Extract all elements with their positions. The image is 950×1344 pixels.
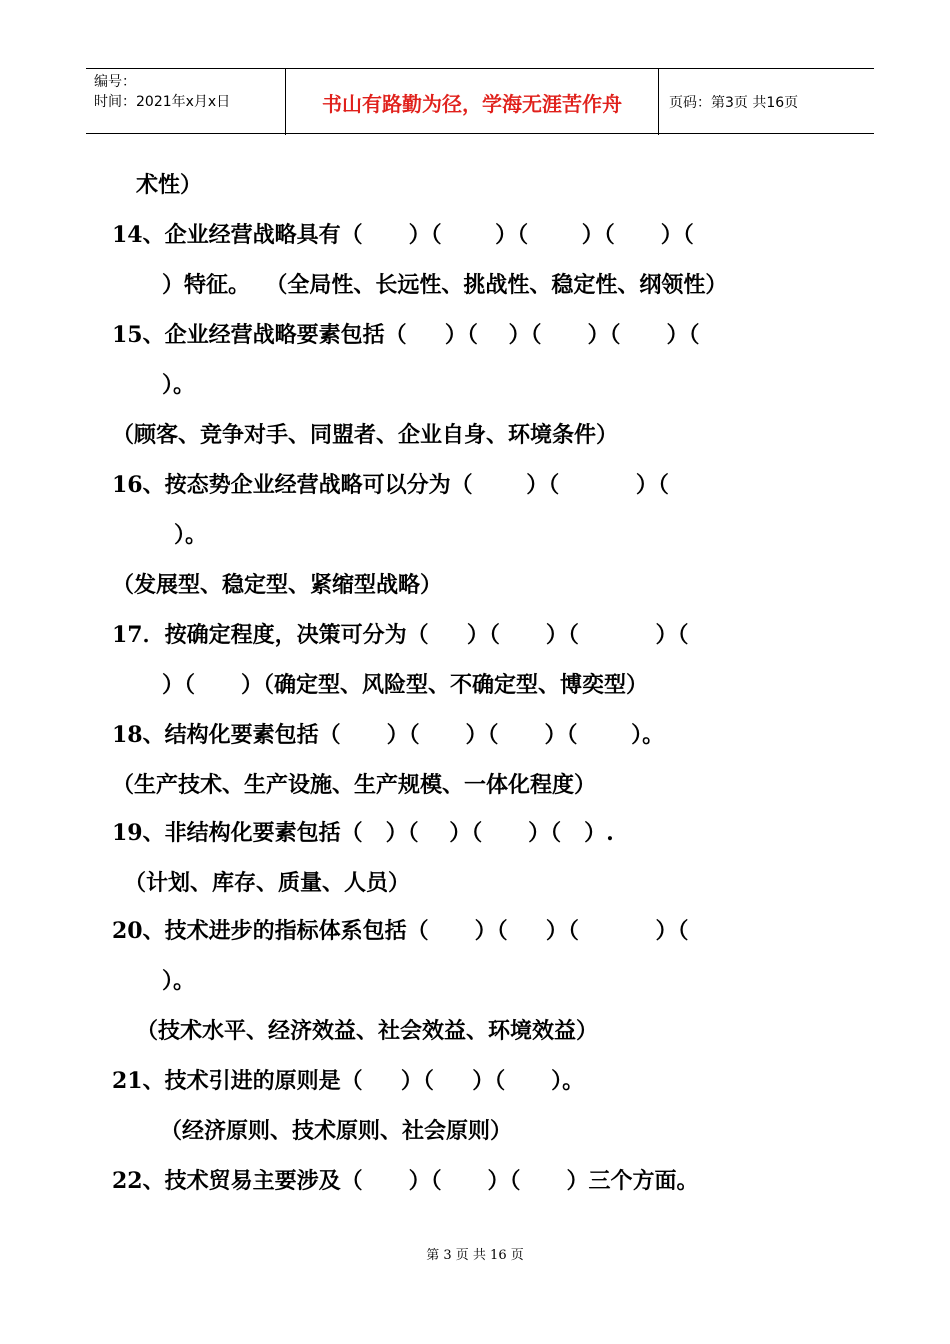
header-page-cell	[659, 69, 874, 135]
header-motto: 书山有路勤为径，学海无涯苦作舟	[322, 91, 622, 116]
header-motto-cell	[286, 69, 659, 135]
answer-line: （技术水平、经济效益、社会效益、环境效益）	[136, 1018, 599, 1044]
time-label: 时间：2021年x月x日	[94, 94, 231, 110]
header-page-label: 页码：第3页 共16页	[669, 95, 799, 111]
question-20: 20、技术进步的指标体系包括（ ）（ ）（ ）（	[112, 918, 689, 944]
number-label: 编号：	[94, 74, 136, 90]
text-line: ）（ ）（确定型、风险型、不确定型、博奕型）	[162, 672, 648, 698]
text-line: 术性）	[136, 172, 203, 198]
question-16: 16、按态势企业经营战略可以分为（ ）（ ）（	[112, 472, 669, 498]
answer-line: （发展型、稳定型、紧缩型战略）	[112, 572, 443, 598]
page-footer: 第 3 页 共 16 页	[426, 1248, 524, 1263]
question-22: 22、技术贸易主要涉及（ ）（ ）（ ）三个方面。	[112, 1168, 699, 1194]
question-14: 14、企业经营战略具有（ ）（ ）（ ）（ ）（	[112, 222, 694, 248]
answer-line: （计划、库存、质量、人员）	[124, 870, 411, 896]
answer-line: （顾客、竞争对手、同盟者、企业自身、环境条件）	[112, 422, 619, 448]
text-line: ）。	[162, 968, 196, 994]
text-line: ）特征。 （全局性、长远性、挑战性、稳定性、纲领性）	[162, 272, 728, 298]
header-meta	[86, 69, 286, 135]
answer-line: （生产技术、生产设施、生产规模、一体化程度）	[112, 772, 597, 798]
question-17: 17．按确定程度，决策可分为（ ）（ ）（ ）（	[112, 622, 689, 648]
question-15: 15、企业经营战略要素包括（ ）（ ）（ ）（ ）（	[112, 322, 700, 348]
text-line: ）。	[162, 372, 196, 398]
text-line: ）。	[174, 522, 208, 548]
page-header	[86, 68, 874, 134]
question-19: 19、非结构化要素包括（ ）（ ）（ ）（ ）.	[112, 820, 614, 846]
question-21: 21、技术引进的原则是（ ）（ ）（ ）。	[112, 1068, 585, 1094]
answer-line: （经济原则、技术原则、社会原则）	[160, 1118, 513, 1144]
question-18: 18、结构化要素包括（ ）（ ）（ ）（ ）。	[112, 722, 665, 748]
